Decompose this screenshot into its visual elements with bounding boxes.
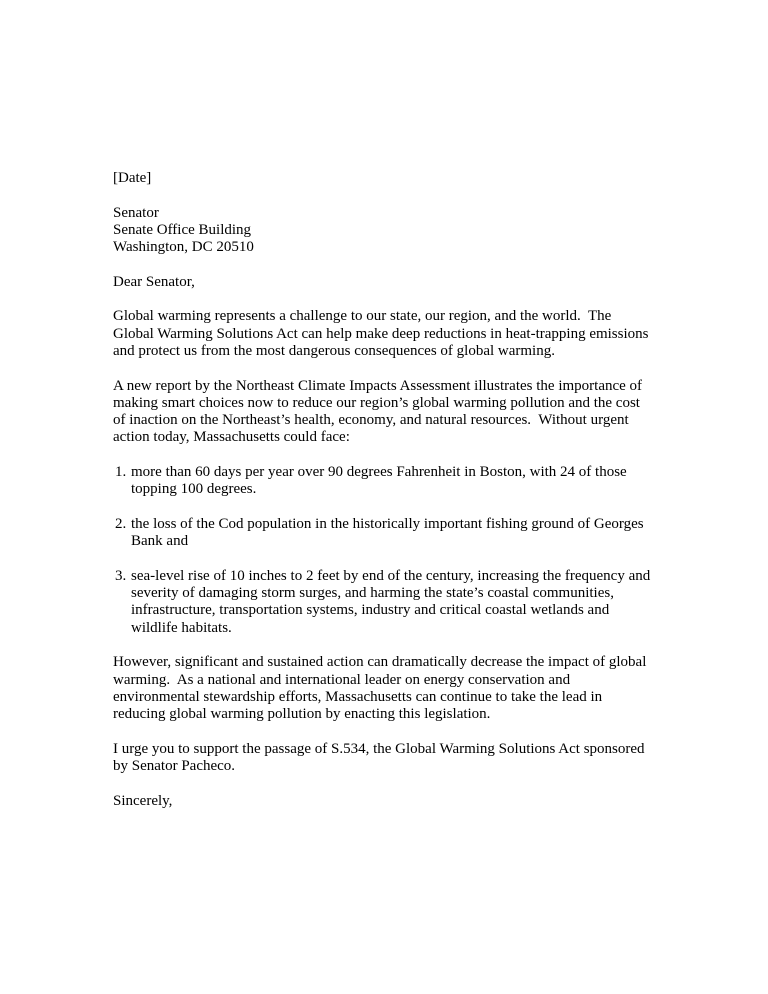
paragraph-report: A new report by the Northeast Climate Impacts Assessment illustrates the importance of making smart choices now to reduce our region’s global warming pollution and the cost of inaction on the Northeast’s health, economy, and natural resources. Without urgent action today, Massachusetts could face: <box>113 377 646 446</box>
recipient-line: Senator <box>113 204 159 221</box>
list-item-text: more than 60 days per year over 90 degrees Fahrenheit in Boston, with 24 of those topping 100 degrees. <box>131 464 631 498</box>
recipient-address <box>113 205 655 257</box>
paragraph-action: However, significant and sustained action can dramatically decrease the impact of global warming. As a national and international leader on energy conservation and environmental stewardship efforts, Massachusetts can continue to take the lead in reducing global warming pollution by enacting this legislation. <box>113 654 651 723</box>
list-item-number: 2. <box>115 515 127 532</box>
list-item-number: 1. <box>115 464 127 481</box>
recipient-line: Washington, DC 20510 <box>113 239 254 256</box>
letter-body <box>113 170 655 810</box>
paragraph-intro: Global warming represents a challenge to our state, our region, and the world. The Global Warming Solutions Act can help make deep reductions in heat-trapping emissions and protect us from the most dangerous consequences of global warming. <box>113 308 653 359</box>
list-item <box>113 568 655 637</box>
paragraph-urge: I urge you to support the passage of S.534, the Global Warming Solutions Act sponsored by Senator Pacheco. <box>113 740 649 775</box>
list-item <box>113 516 655 551</box>
signoff: Sincerely, <box>113 792 173 809</box>
list-item <box>113 464 655 499</box>
impact-list <box>113 464 655 637</box>
list-item-text: the loss of the Cod population in the historically important fishing ground of Georges Bank and <box>131 515 648 550</box>
recipient-line: Senate Office Building <box>113 221 252 238</box>
list-item-text: sea-level rise of 10 inches to 2 feet by end of the century, increasing the frequency and severity of damaging storm surges, and harming the state’s coastal communities, infrastructure, transportation systems, industry and critical coastal wetlands and wildlife habitats. <box>131 567 654 636</box>
date-placeholder: [Date] <box>113 170 152 186</box>
salutation: Dear Senator, <box>113 273 195 290</box>
list-item-number: 3. <box>115 567 127 584</box>
